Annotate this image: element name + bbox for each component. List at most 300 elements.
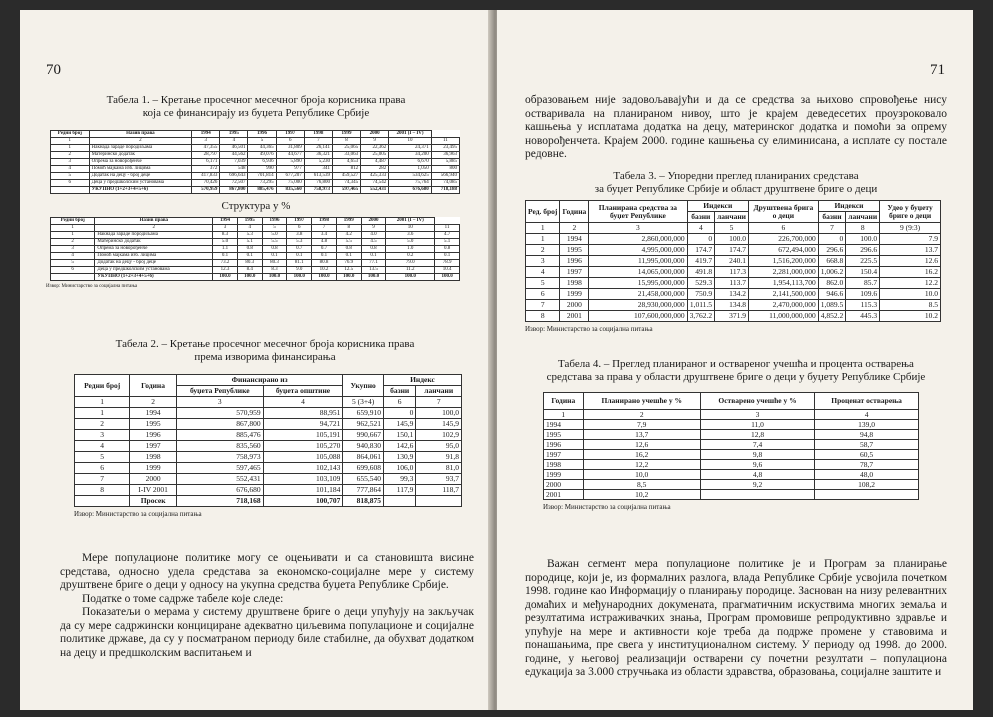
table-cell: 800 bbox=[431, 166, 459, 173]
table-row bbox=[51, 274, 460, 281]
th-budget-rs: буџета Републике bbox=[176, 386, 263, 397]
table-cell: 6 bbox=[287, 225, 312, 232]
table-cell: 100,707 bbox=[263, 496, 343, 507]
table-cell: 85.7 bbox=[846, 278, 880, 289]
table-cell: 24,371 bbox=[389, 145, 432, 152]
table-row bbox=[544, 480, 919, 490]
table-cell: 25,065 bbox=[332, 145, 360, 152]
table-cell: Опрема за новорођенче bbox=[89, 159, 192, 166]
table-row bbox=[526, 278, 941, 289]
table2-source: Извор: Министарство за социјална питања bbox=[74, 510, 202, 518]
table-cell: 9,6 bbox=[700, 460, 814, 470]
table-cell: 74,085 bbox=[431, 180, 459, 187]
table-cell: 4 bbox=[687, 223, 715, 234]
table-cell: 9,2 bbox=[700, 480, 814, 490]
table-cell: 9 bbox=[361, 225, 386, 232]
table-cell: 812 bbox=[332, 166, 360, 173]
table-cell: 1 bbox=[51, 225, 95, 232]
column-header: 1998 bbox=[312, 218, 337, 225]
table-cell: 5,885 bbox=[431, 159, 459, 166]
table-cell: 6 bbox=[276, 138, 304, 145]
table-cell: 282 bbox=[361, 166, 389, 173]
table-cell: УКУПНО (1+2+3+4+5+6) bbox=[89, 187, 192, 194]
table-cell: 105,270 bbox=[263, 441, 343, 452]
table-cell: 4,995,000,000 bbox=[589, 245, 687, 256]
table-cell: 1996 bbox=[544, 440, 584, 450]
table2 bbox=[74, 374, 462, 507]
table-cell: 11 bbox=[431, 138, 459, 145]
table-cell bbox=[815, 490, 919, 500]
table-header-row bbox=[51, 218, 460, 225]
table-cell: 1997 bbox=[544, 450, 584, 460]
table-cell: 1997 bbox=[130, 441, 177, 452]
table-cell: 1994 bbox=[130, 408, 177, 419]
table-cell: 3.6 bbox=[386, 232, 435, 239]
table-row bbox=[544, 460, 919, 470]
table-cell: 677,207 bbox=[276, 173, 304, 180]
table-row bbox=[51, 187, 460, 194]
column-header: 1997 bbox=[287, 218, 312, 225]
table-cell: 5 bbox=[715, 223, 749, 234]
table-cell: 0.8 bbox=[435, 246, 460, 253]
table-cell: 3 bbox=[192, 138, 220, 145]
table-cell: 31,809 bbox=[276, 145, 304, 152]
table-cell: 5.3 bbox=[237, 232, 262, 239]
table-cell: 100,0 bbox=[416, 408, 462, 419]
table-row bbox=[526, 267, 941, 278]
table-cell: Деца у предшколским установама bbox=[89, 180, 192, 187]
table-cell: Деца у предшколским установама bbox=[95, 267, 213, 274]
table-cell: 1996 bbox=[560, 256, 589, 267]
table-cell: 7 bbox=[312, 225, 337, 232]
table-cell: 8 bbox=[332, 138, 360, 145]
table-cell: 6,670 bbox=[389, 159, 432, 166]
table-cell: 1999 bbox=[130, 463, 177, 474]
table-cell: 100.0 bbox=[287, 274, 312, 281]
table-row bbox=[75, 463, 462, 474]
table-cell: 58,7 bbox=[815, 440, 919, 450]
table1-caption: Табела 1. – Кретање просечног месечног броја корисника права bbox=[106, 94, 406, 106]
table-cell: 145,9 bbox=[416, 419, 462, 430]
table-cell: 72,507 bbox=[220, 180, 248, 187]
table-cell: 1,954,113,700 bbox=[748, 278, 818, 289]
table-cell: 73,295 bbox=[248, 180, 276, 187]
table-cell: 1994 bbox=[560, 234, 589, 245]
table-cell bbox=[75, 496, 130, 507]
th-idx1: Индекси bbox=[687, 201, 748, 212]
table-cell: 49,076 bbox=[248, 152, 276, 159]
table-cell: 102,9 bbox=[416, 430, 462, 441]
table-cell: 758,973 bbox=[304, 187, 332, 194]
table-cell: 990 bbox=[248, 166, 276, 173]
table-cell: 7 bbox=[304, 138, 332, 145]
table-cell: 718,168 bbox=[176, 496, 263, 507]
table-cell: 8.5 bbox=[880, 300, 941, 311]
table3-block bbox=[525, 170, 947, 333]
right-top-text bbox=[525, 94, 947, 162]
table-row bbox=[75, 419, 462, 430]
table-cell: 225.5 bbox=[846, 256, 880, 267]
table-row bbox=[526, 223, 941, 234]
table-cell: 13,7 bbox=[583, 430, 700, 440]
column-header: 1996 bbox=[248, 131, 276, 138]
table2-block bbox=[60, 338, 470, 518]
table-cell: 2001 bbox=[544, 490, 584, 500]
table-cell: 100.0 bbox=[213, 274, 238, 281]
table-cell: 7.9 bbox=[880, 234, 941, 245]
table-cell: 28,797 bbox=[192, 152, 220, 159]
table-cell: 6 bbox=[526, 289, 560, 300]
table-cell: 14,065,000,000 bbox=[589, 267, 687, 278]
table-cell: Додатак на децу - број деце bbox=[89, 173, 192, 180]
th-fin: Финансирано из bbox=[176, 375, 342, 386]
table-cell: 1998 bbox=[544, 460, 584, 470]
table-cell: 940,830 bbox=[343, 441, 384, 452]
table1 bbox=[50, 130, 460, 194]
table-cell: 1995 bbox=[130, 419, 177, 430]
table-row bbox=[75, 441, 462, 452]
table-cell: 419.7 bbox=[687, 256, 715, 267]
table-cell: 867,800 bbox=[220, 187, 248, 194]
table-cell: 867,800 bbox=[176, 419, 263, 430]
column-header: 2001 (I – IV) bbox=[389, 131, 432, 138]
table-cell: 0.1 bbox=[435, 253, 460, 260]
table-cell: 10.2 bbox=[312, 267, 337, 274]
table2-caption-2: према изворима финансирања bbox=[194, 351, 336, 363]
table-cell: 1994 bbox=[544, 420, 584, 430]
column-header: Назив права bbox=[89, 131, 192, 138]
table-cell: 2 bbox=[89, 138, 192, 145]
table1-caption-2: која се финансирају из буџета Републике Србије bbox=[142, 107, 370, 119]
table-cell: 2001 bbox=[560, 311, 589, 322]
structure-title: Структура у % bbox=[221, 200, 291, 212]
table-cell: 12.3 bbox=[213, 267, 238, 274]
table-row bbox=[544, 430, 919, 440]
table-cell: 1995 bbox=[544, 430, 584, 440]
table-cell: 597,465 bbox=[176, 463, 263, 474]
table-cell: 2 bbox=[560, 223, 589, 234]
table-cell: 3 bbox=[526, 256, 560, 267]
table-cell: 8,5 bbox=[583, 480, 700, 490]
column-header: 1995 bbox=[220, 131, 248, 138]
table-cell: 93,7 bbox=[416, 474, 462, 485]
table-cell: 4,653 bbox=[332, 159, 360, 166]
table-cell: 4.7 bbox=[435, 232, 460, 239]
table-cell: 1.1 bbox=[213, 246, 238, 253]
table-cell: 70,426 bbox=[192, 180, 220, 187]
column-header: Назив права bbox=[95, 218, 213, 225]
table-cell: 7 bbox=[75, 474, 130, 485]
table-cell: 106,0 bbox=[383, 463, 415, 474]
table-cell: 226,700,000 bbox=[748, 234, 818, 245]
table1-structure bbox=[50, 217, 460, 281]
table-cell: 11 bbox=[435, 225, 460, 232]
table-cell: 1998 bbox=[130, 452, 177, 463]
table-cell: 77.1 bbox=[361, 260, 386, 267]
table4-block bbox=[525, 358, 947, 511]
table-cell: 4 bbox=[51, 166, 90, 173]
table-cell: 7,4 bbox=[700, 440, 814, 450]
table-cell: 0.8 bbox=[336, 246, 361, 253]
table-row bbox=[51, 173, 460, 180]
table-cell: 758,973 bbox=[176, 452, 263, 463]
table-cell: 12,6 bbox=[583, 440, 700, 450]
table-cell: 2 bbox=[130, 397, 177, 408]
th-base: базни bbox=[383, 386, 415, 397]
column-header: 1996 bbox=[262, 218, 287, 225]
table-cell: 4.2 bbox=[336, 232, 361, 239]
table-cell: 570,959 bbox=[192, 187, 220, 194]
table-cell: 990,667 bbox=[343, 430, 384, 441]
table-cell: 2 bbox=[51, 239, 95, 246]
table-row bbox=[544, 420, 919, 430]
table4 bbox=[543, 392, 919, 500]
table-cell: 1 bbox=[544, 410, 584, 420]
table-cell: 613,539 bbox=[304, 173, 332, 180]
table-cell: 0.1 bbox=[213, 253, 238, 260]
table-cell: 145,9 bbox=[383, 419, 415, 430]
table-cell: 100.0 bbox=[386, 274, 435, 281]
table-cell: 9 (9:3) bbox=[880, 223, 941, 234]
table-cell: 8 bbox=[846, 223, 880, 234]
table-cell: 94,8 bbox=[815, 430, 919, 440]
table-cell: 26,141 bbox=[304, 145, 332, 152]
table-cell: 9 bbox=[361, 138, 389, 145]
table-cell: 4 bbox=[220, 138, 248, 145]
table-cell: 73.2 bbox=[213, 260, 238, 267]
table-cell: 2,860,000,000 bbox=[589, 234, 687, 245]
th-base: базни bbox=[818, 212, 846, 223]
table-cell: 4 bbox=[75, 441, 130, 452]
table-cell: 10,2 bbox=[583, 490, 700, 500]
table-cell: 11,000,000,000 bbox=[748, 311, 818, 322]
table-cell: 91,8 bbox=[416, 452, 462, 463]
table-cell: 1,516,200,000 bbox=[748, 256, 818, 267]
table-cell: 296.6 bbox=[818, 245, 846, 256]
table-cell: 372 bbox=[192, 166, 220, 173]
table-cell: 3 bbox=[213, 225, 238, 232]
table-cell: 12.2 bbox=[880, 278, 941, 289]
table-cell: 3 bbox=[51, 246, 95, 253]
table3 bbox=[525, 200, 941, 322]
table-cell: 2000 bbox=[130, 474, 177, 485]
table-cell: Опрема за новорођенче bbox=[95, 246, 213, 253]
table-cell: 2000 bbox=[560, 300, 589, 311]
table-cell: 142,6 bbox=[383, 441, 415, 452]
table-cell: 946.6 bbox=[818, 289, 846, 300]
table-cell: 15,995,000,000 bbox=[589, 278, 687, 289]
table-cell: 6,936 bbox=[248, 159, 276, 166]
table-cell: 7 bbox=[818, 223, 846, 234]
table-cell: 28,930,000,000 bbox=[589, 300, 687, 311]
column-header: 1999 bbox=[336, 218, 361, 225]
table-cell: 552,431 bbox=[176, 474, 263, 485]
table-cell: 371.9 bbox=[715, 311, 749, 322]
table-cell: 34,200 bbox=[389, 152, 432, 159]
table-cell: 425,333 bbox=[361, 173, 389, 180]
table-cell: 529.3 bbox=[687, 278, 715, 289]
table-cell: 5.3 bbox=[287, 239, 312, 246]
th-index: Индекс bbox=[383, 375, 461, 386]
table4-source: Извор: Министарство за социјална питања bbox=[543, 503, 671, 511]
table-cell: 10.0 bbox=[880, 289, 941, 300]
table-cell: 3.8 bbox=[287, 232, 312, 239]
table-cell: 5.0 bbox=[386, 239, 435, 246]
th-year: Година bbox=[560, 201, 589, 223]
table-cell: 977 bbox=[276, 166, 304, 173]
table-cell: 0.1 bbox=[336, 253, 361, 260]
table-cell: 0.8 bbox=[237, 246, 262, 253]
table-cell: 102,143 bbox=[263, 463, 343, 474]
table-cell: 1 bbox=[526, 234, 560, 245]
table-cell: 36,321 bbox=[304, 152, 332, 159]
table-cell: 696,643 bbox=[220, 173, 248, 180]
table-cell: 11,995,000,000 bbox=[589, 256, 687, 267]
table-row bbox=[51, 239, 460, 246]
table-cell: 107,600,000,000 bbox=[589, 311, 687, 322]
table3-caption: Табела 3. – Упоредни преглед планираних средстава bbox=[613, 170, 859, 182]
table-header-row bbox=[544, 393, 919, 410]
table-cell: 6 bbox=[75, 463, 130, 474]
table-cell: 94,721 bbox=[263, 419, 343, 430]
table-cell: 3 bbox=[589, 223, 687, 234]
table-cell: 0.8 bbox=[361, 246, 386, 253]
column-header: 1998 bbox=[304, 131, 332, 138]
th-rbr: Ред. број bbox=[526, 201, 560, 223]
table-cell: 1,050 bbox=[389, 166, 432, 173]
table-row bbox=[51, 260, 460, 267]
table-cell: Материнско додатак bbox=[95, 239, 213, 246]
table-cell: 655,540 bbox=[343, 474, 384, 485]
table-cell: 1 bbox=[51, 145, 90, 152]
column-header: 2000 bbox=[361, 131, 389, 138]
table-cell: 1 bbox=[526, 223, 560, 234]
table-cell: 4.8 bbox=[312, 239, 337, 246]
table-cell: 4 bbox=[51, 253, 95, 260]
table-cell: 23,495 bbox=[431, 145, 459, 152]
table-cell: 80.8 bbox=[312, 260, 337, 267]
table-cell: 1999 bbox=[544, 470, 584, 480]
page-number: 70 bbox=[46, 62, 61, 78]
table-cell: 672,494,000 bbox=[748, 245, 818, 256]
table-cell: 0.8 bbox=[262, 246, 287, 253]
paragraph: Мере популационе политике могу се оцењивати и са становишта висине средстава, односно удела средстава за економско-социјалне мере у систему друштвене бриге о деци у односу на укупна средства буџета Републике Србије. bbox=[60, 552, 474, 591]
table-cell: 78,7 bbox=[815, 460, 919, 470]
table-cell: 103,109 bbox=[263, 474, 343, 485]
table-cell: 9.0 bbox=[287, 267, 312, 274]
paragraph: Податке о томе садрже табеле које следе: bbox=[82, 592, 284, 605]
table-cell: 74,542 bbox=[361, 180, 389, 187]
table-cell: Помоћ мајкама изб. лицима bbox=[95, 253, 213, 260]
table-cell: 5,890 bbox=[276, 159, 304, 166]
table-cell: 10 bbox=[386, 225, 435, 232]
table-cell: 11.2 bbox=[386, 267, 435, 274]
table-cell: 668.8 bbox=[818, 256, 846, 267]
table-cell: 4,487 bbox=[361, 159, 389, 166]
table-cell: 108,2 bbox=[815, 480, 919, 490]
table-cell: 78.9 bbox=[435, 260, 460, 267]
table-cell: 5.5 bbox=[336, 239, 361, 246]
column-header: 1999 bbox=[332, 131, 360, 138]
table-cell: 5 bbox=[51, 173, 90, 180]
table1-source: Извор: Министарство за социјална питања bbox=[46, 284, 138, 289]
table-cell: 835,560 bbox=[276, 187, 304, 194]
table-cell: 3 bbox=[75, 430, 130, 441]
table-cell: 445.3 bbox=[846, 311, 880, 322]
table-cell: 12.5 bbox=[336, 267, 361, 274]
table-cell: 2000 bbox=[544, 480, 584, 490]
table-cell: 777,864 bbox=[343, 485, 384, 496]
table-cell: 0.1 bbox=[361, 253, 386, 260]
table-cell: 5,230 bbox=[304, 159, 332, 166]
table-row bbox=[51, 159, 460, 166]
table-row bbox=[75, 397, 462, 408]
table-cell: 552,431 bbox=[361, 187, 389, 194]
table-cell: 4.5 bbox=[361, 239, 386, 246]
table-cell: 76,800 bbox=[304, 180, 332, 187]
table-cell: 0.1 bbox=[312, 253, 337, 260]
table-row bbox=[526, 245, 941, 256]
table-cell: 60,5 bbox=[815, 450, 919, 460]
table-cell: 0.1 bbox=[287, 253, 312, 260]
table-cell: 16,2 bbox=[583, 450, 700, 460]
table-cell: 570,959 bbox=[176, 408, 263, 419]
table-cell: 1 bbox=[51, 138, 90, 145]
table-cell: 0.1 bbox=[262, 253, 287, 260]
table-cell: 2,281,000,000 bbox=[748, 267, 818, 278]
table-cell: 7 bbox=[526, 300, 560, 311]
table-cell: 6 bbox=[383, 397, 415, 408]
table-cell: 1,006.2 bbox=[818, 267, 846, 278]
table-cell: 174.7 bbox=[687, 245, 715, 256]
table-cell: 9,8 bbox=[700, 450, 814, 460]
table-row bbox=[75, 452, 462, 463]
table-cell: 8.4 bbox=[237, 267, 262, 274]
table-cell: 341 bbox=[304, 166, 332, 173]
table-cell: 5 bbox=[262, 225, 287, 232]
table-cell: 1 bbox=[75, 397, 130, 408]
table-cell: 718,188 bbox=[431, 187, 459, 194]
table-row bbox=[51, 246, 460, 253]
table-cell: 240.1 bbox=[715, 256, 749, 267]
page-number: 71 bbox=[930, 62, 945, 78]
table-cell: 2 bbox=[583, 410, 700, 420]
table-cell: Додатак на децу - број деце bbox=[95, 260, 213, 267]
table-cell: 1,089.5 bbox=[818, 300, 846, 311]
table-cell: 75,764 bbox=[389, 180, 432, 187]
column-header: 2001 (I – IV) bbox=[386, 218, 435, 225]
table-cell: 118,7 bbox=[416, 485, 462, 496]
table-cell: 3 bbox=[700, 410, 814, 420]
table-cell: 100.0 bbox=[262, 274, 287, 281]
right-bottom-text bbox=[525, 558, 947, 680]
table-cell: 81,0 bbox=[416, 463, 462, 474]
table-row bbox=[544, 410, 919, 420]
column-header: 1994 bbox=[192, 131, 220, 138]
table-cell: 79.0 bbox=[386, 260, 435, 267]
table-cell: 10 bbox=[389, 138, 432, 145]
table-row bbox=[51, 145, 460, 152]
table-row bbox=[75, 485, 462, 496]
th-budget-mun: буџета општине bbox=[263, 386, 343, 397]
table-cell: 12,8 bbox=[700, 430, 814, 440]
table-cell: 0.7 bbox=[312, 246, 337, 253]
table-row bbox=[526, 234, 941, 245]
table-cell: 7,9 bbox=[583, 420, 700, 430]
table-cell: 134.2 bbox=[715, 289, 749, 300]
table-cell: 1995 bbox=[560, 245, 589, 256]
table-cell: 597,465 bbox=[332, 187, 360, 194]
